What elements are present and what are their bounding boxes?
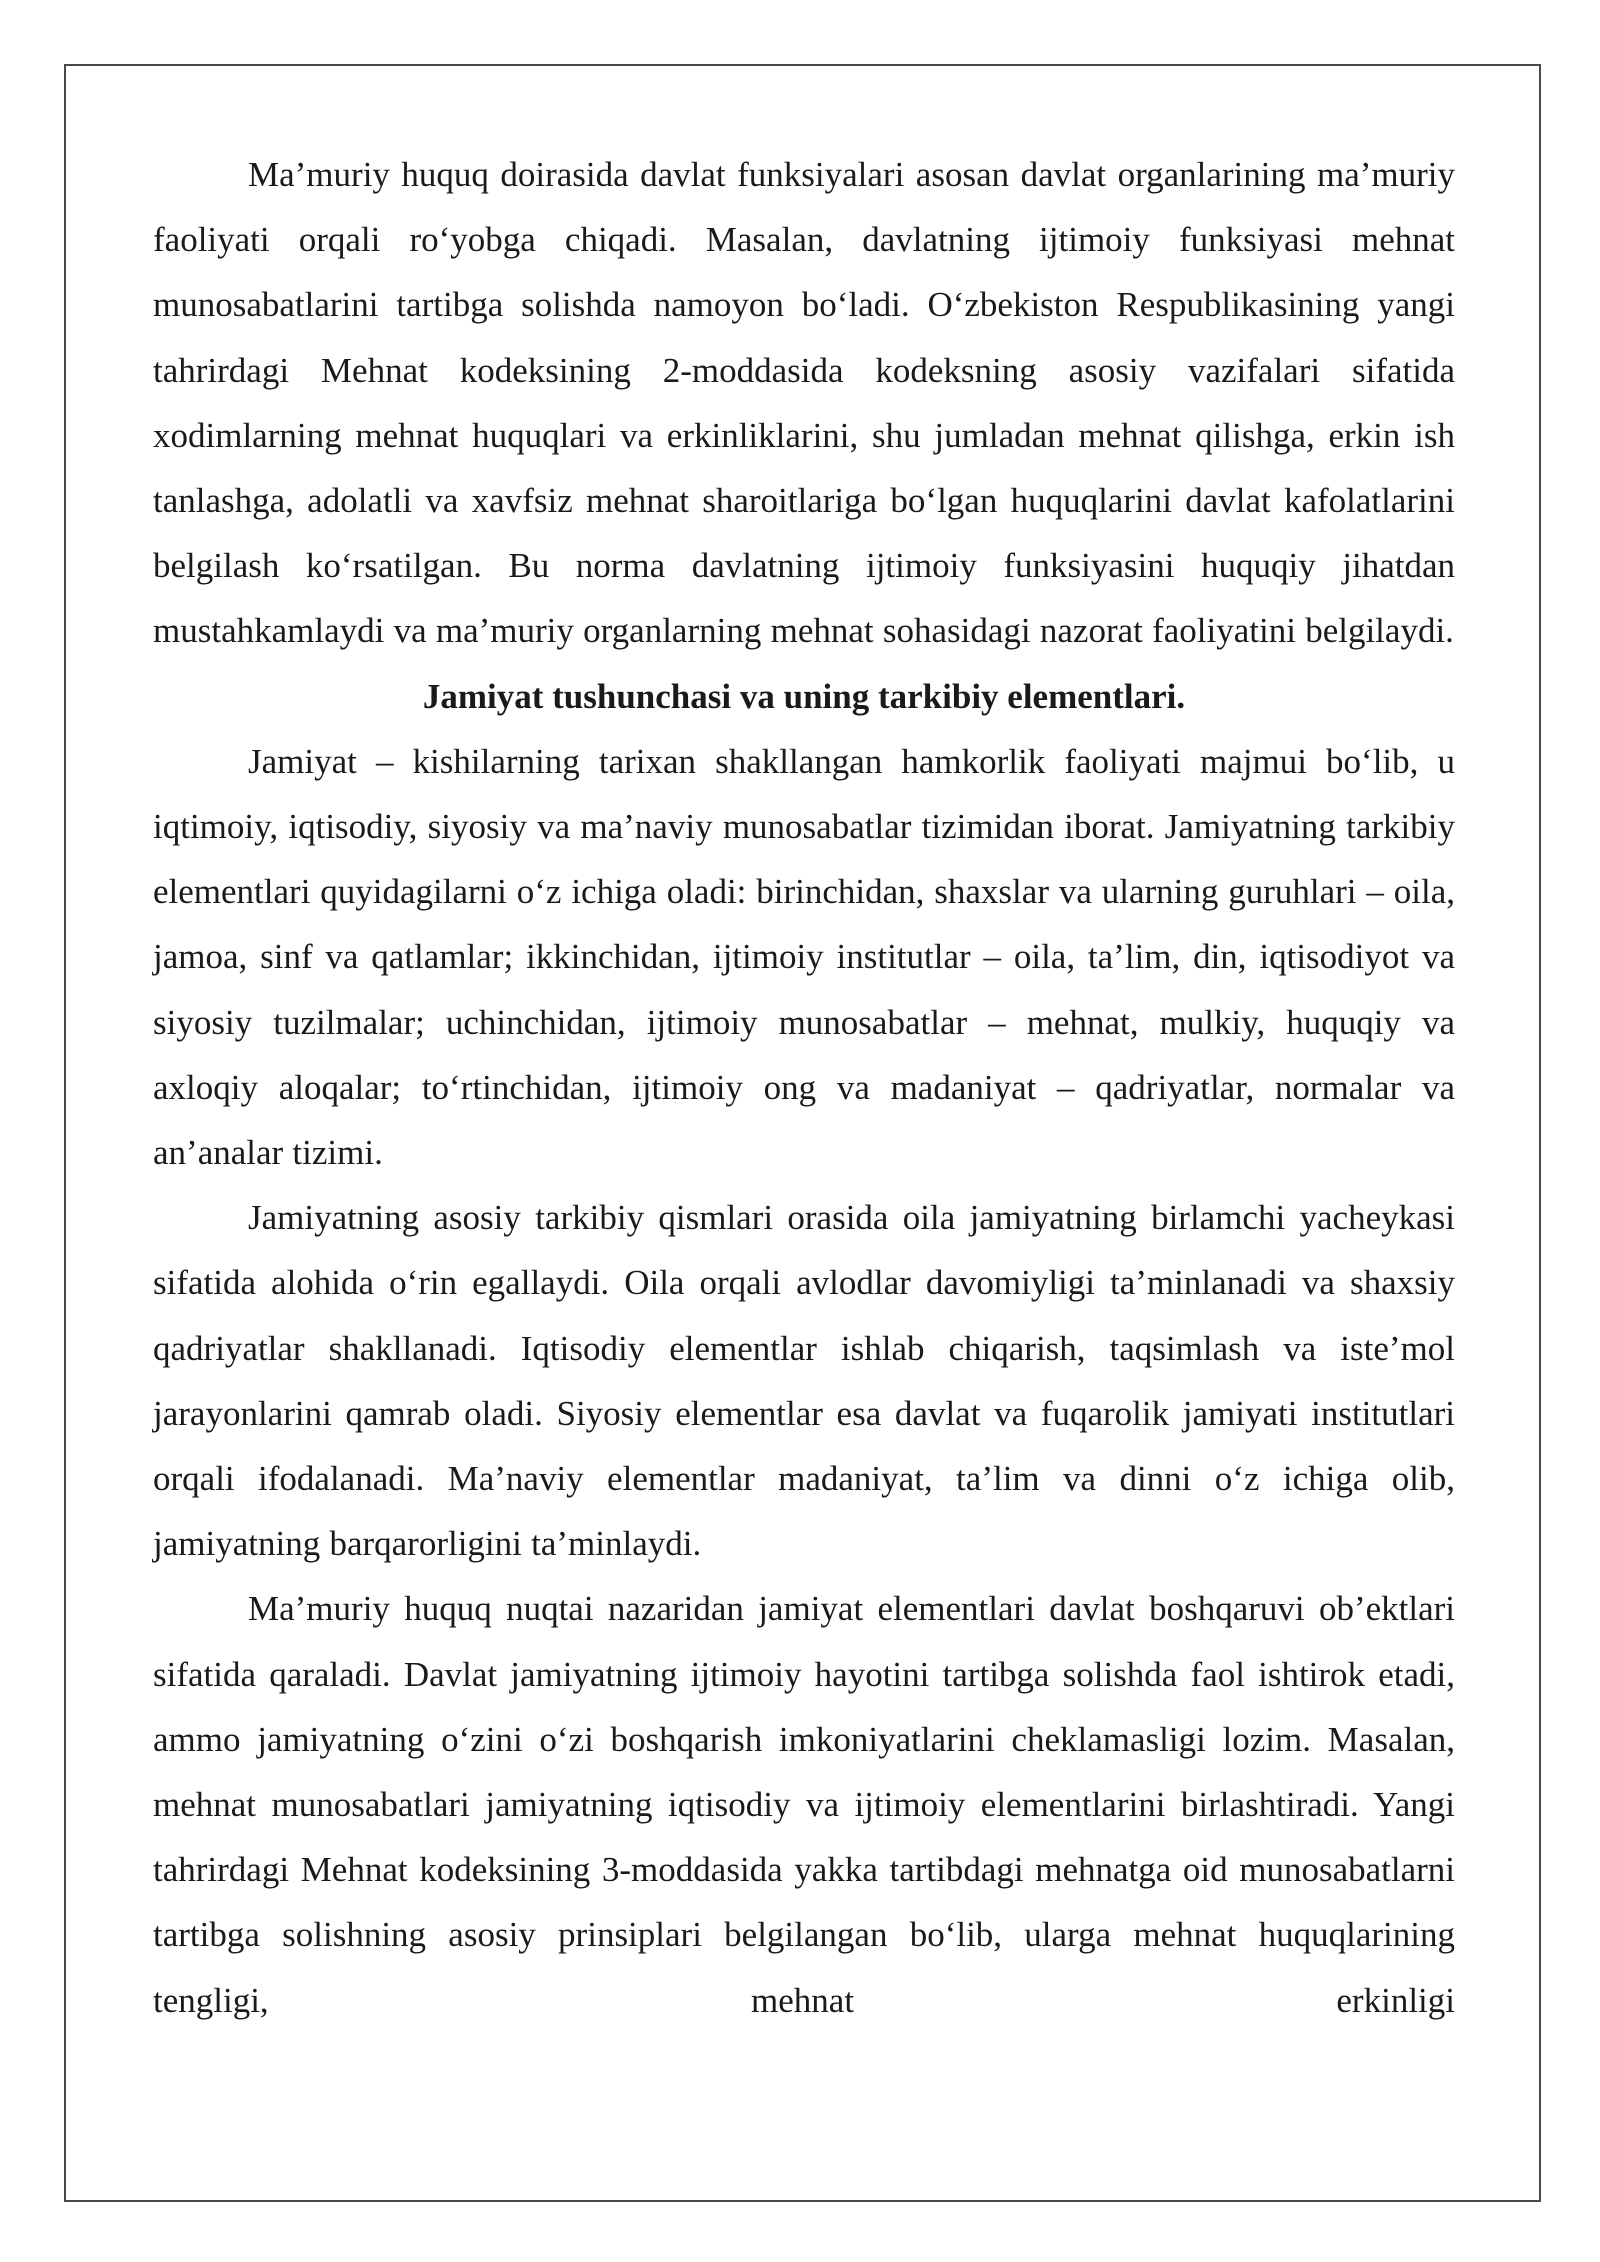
paragraph-society-definition: Jamiyat – kishilarning tarixan shakllangan hamkorlik faoliyati majmui bo‘lib, u iqtimoiy, iqtisodiy, siyosiy va ma’naviy munosabatlar tizimidan iborat. Jamiyatning tarkibiy elementlari quyidagilarni o‘z ichiga oladi: birinchidan, shaxslar va ularning guruhlari – oila, jamoa, sinf va qatlamlar; ikkinchidan, ijtimoiy institutlar – oila, ta’lim, din, iqtisodiyot va siyosiy tuzilmalar; uchinchidan, ijtimoiy munosabatlar – mehnat, mulkiy, huquqiy va axloqiy aloqalar; to‘rtinchidan, ijtimoiy ong va madaniyat – qadriyatlar, normalar va an’analar tizimi.: [153, 741, 1455, 1173]
section-heading: Jamiyat tushunchasi va uning tarkibiy elementlari.: [422, 676, 1186, 716]
paragraph-state-functions: Ma’muriy huquq doirasida davlat funksiyalari asosan davlat organlarining ma’muriy faoliyati orqali ro‘yobga chiqadi. Masalan, davlatning ijtimoiy funksiyasi mehnat munosabatlarini tartibga solishda namoyon bo‘ladi. O‘zbekiston Respublikasining yangi tahrirdagi Mehnat kodeksining 2-moddasida kodeksning asosiy vazifalari sifatida xodimlarning mehnat huquqlari va erkinliklarini, shu jumladan mehnat qilishga, erkin ish tanlashga, adolatli va xavfsiz mehnat sharoitlariga bo‘lgan huquqlarini davlat kafolatlarini belgilash ko‘rsatilgan. Bu norma davlatning ijtimoiy funksiyasini huquqiy jihatdan mustahkamlaydi va ma’muriy organlarning mehnat sohasidagi nazorat faoliyatini belgilaydi.: [153, 155, 1455, 651]
paragraph-society-components: Jamiyatning asosiy tarkibiy qismlari orasida oila jamiyatning birlamchi yacheykasi sifatida alohida o‘rin egallaydi. Oila orqali avlodlar davomiyligi ta’minlanadi va shaxsiy qadriyatlar shakllanadi. Iqtisodiy elementlar ishlab chiqarish, taqsimlash va iste’mol jarayonlarini qamrab oladi. Siyosiy elementlar esa davlat va fuqarolik jamiyati institutlari orqali ifodalanadi. Ma’naviy elementlar madaniyat, ta’lim va dinni o‘z ichiga olib, jamiyatning barqarorligini ta’minlaydi.: [153, 1198, 1455, 1564]
paragraph-administrative-law: Ma’muriy huquq nuqtai nazaridan jamiyat elementlari davlat boshqaruvi ob’ektlari sifatida qaraladi. Davlat jamiyatning ijtimoiy hayotini tartibga solishda faol ishtirok etadi, ammo jamiyatning o‘zini o‘zi boshqarish imkoniyatlarini cheklamasligi lozim. Masalan, mehnat munosabatlari jamiyatning iqtisodiy va ijtimoiy elementlarini birlashtiradi. Yangi tahrirdagi Mehnat kodeksining 3-moddasida yakka tartibdagi mehnatga oid munosabatlarni tartibga solishning asosiy prinsiplari belgilangan bo‘lib, ularga mehnat huquqlarining tengligi, mehnat erkinligi: [153, 1589, 1455, 2020]
document-body: [153, 142, 1455, 2033]
